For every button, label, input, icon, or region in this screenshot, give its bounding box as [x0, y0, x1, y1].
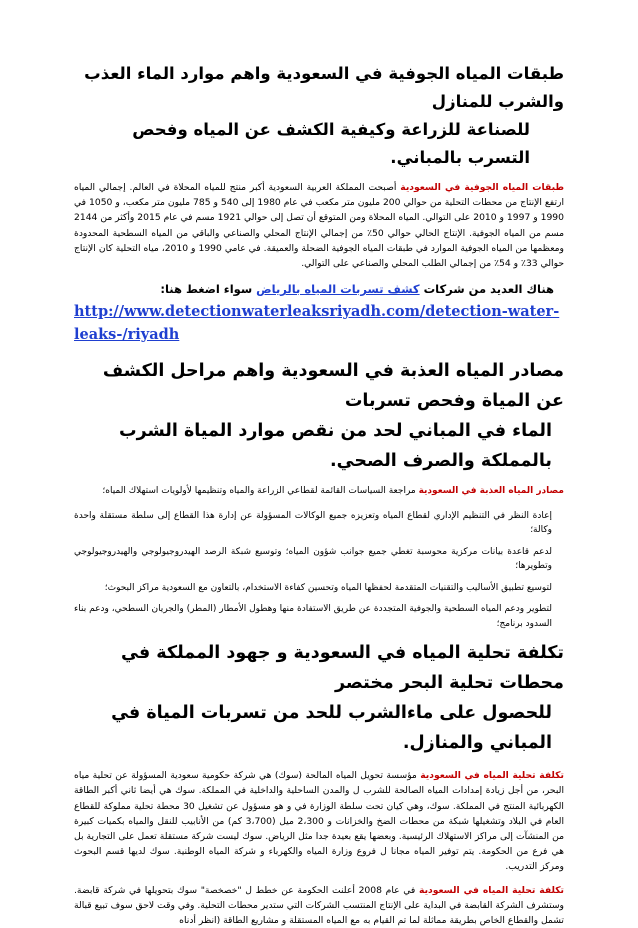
leak-detection-link[interactable]: كشف تسربات المياه بالرياض [256, 282, 420, 297]
url-container [74, 300, 564, 346]
leak-companies-suffix: سواء اضغط هنا: [160, 282, 257, 297]
paragraph-desalination-text: مؤسسة تحويل المياه المالحة (سوك) هي شركة حكومية سعودية المسؤولة عن تحلية مياه البحر، من أجل زيادة إمدادات المياه الصالحة للشرب ل والمدن الساحلية والداخلية في المملكة. سوك هي أيضا ثاني أكبر الطاقة الكهربائية المنتج في المملكة. سوك، وهي كيان تحت سلطة الوزارة في و هو مسؤول عن تشغيل 30 محطة تحلية مملوكة للقطاع العام في البلاد وتشغيلها شبكة من محطات الضخ والخزانات و 2،300 ميل (3،700 كم) من الأنابيب للنقل والمياه بكميات كبيرة من المنشآت إلى مراكز الاستهلاك الرئيسية. وبعضها يقع بعيدة جدا مثل الرياض. سوك ليست شركة مستقلة تعمل على التجارية بل هي فرع من الحكومة. يتم توفير المياه مجانا ل فروع وزارة المياه والكهرباء و شركة المياه الوطنية. سوك لديها قسم البحوث ومركز التدريب. [74, 770, 565, 873]
paragraph-groundwater-lead: طبقات المياه الجوفية في السعودية [400, 182, 564, 193]
paragraph-privatization-text: في عام 2008 أعلنت الحكومة عن خطط ل "خصخصة" سوك بتحويلها في شركة قابضة. وستشرف الشركة القابضة في البداية على الإنتاج المنتسب الشركات التي ستدير محطات التحلية. وفي وقت لاحق سوف تبيع قبالة تشمل والقطاع الخاص بطريقة مماثلة لما تم القيام به مع المياه المستقلة و مشاريع الطاقة (انظر أدناه [74, 884, 564, 927]
paragraph-privatization-lead: تكلفة تحلية المياه في السعودية [419, 884, 564, 896]
paragraph-desalination-lead: تكلفة تحلية المياه في السعودية [420, 770, 564, 782]
list-item: إعادة النظر في التنظيم الإداري لقطاع المياه وتعزيزه جميع الوكالات المسؤولة عن إدارة هذا القطاع إلى سلطة مستقلة واحدة وكالة؛ [74, 510, 552, 536]
title-desalination-line2: للحصول على ماءالشرب للحد من تسربات المياة في المباني والمنازل. [111, 703, 552, 754]
list-item: لتوسيع تطبيق الأساليب والتقنيات المتقدمة لحفظها المياه وتحسين كفاءة الاستخدام، بالتعاون مع السعودية مراكز البحوث؛ [104, 582, 552, 593]
paragraph-groundwater [74, 180, 564, 271]
freshwater-list [74, 484, 564, 631]
title-freshwater-line1: مصادر المياه العذبة في السعودية واهم مراحل الكشف عن المياة وفحص تسربات [102, 361, 564, 412]
list-item: لدعم قاعدة بيانات مركزية محوسبة تغطي جميع جوانب شؤون المياه؛ وتوسيع شبكة الرصد الهيدروجيولوجي والهيدروجيولوجي وتطويرها؛ [74, 546, 552, 572]
leak-companies-line [74, 282, 564, 296]
title-groundwater-line1: طبقات المياه الجوفية في السعودية واهم موارد الماء العذب والشرب للمنازل [84, 64, 564, 111]
paragraph-groundwater-text: أصبحت المملكة العربية السعودية أكبر منتج للمياه المحلاة في العالم. إجمالي المياه ارتفع الإنتاج من محطات التحلية من حوالي 200 مليون متر مكعب في عام 1980 إلى 540 و 785 مليون متر مكعب، و 1050 في 1990 و 1997 و 2010 على التوالي. المياه المحلاة ومن المتوقع أن تصل إلى حوالي 1921 مسم في عام 2015 وأكثر من 2144 مسم من المياه الجوفية. الإنتاج الحالي حوالي 50٪ من إجمالي الإنتاج المحلي والصناعي والباقي من المياه السطحية المحدودة ومعظمها من المياه الجوفية الموارد في طبقات المياه الجوفية الضحلة والعميقة. في عامي 1990 و 2010، مياه التحلية كان الإنتاج حوالي 33٪ و 54٪ من إجمالي الطلب المحلي والصناعي على التوالي. [74, 182, 564, 270]
paragraph-privatization [74, 883, 564, 928]
paragraph-desalination [74, 768, 564, 874]
leak-companies-prefix: هناك العديد من شركات [419, 282, 554, 297]
title-desalination-line1: تكلفة تحلية المياه في السعودية و جهود المملكة في محطات تحلية البحر مختصر [121, 643, 564, 694]
list-item: لتطوير ودعم المياه السطحية والجوفية المتجددة عن طريق الاستفادة منها وهطول الأمطار (المطر) والجريان السطحي، ودعم بناء السدود برنامج؛ [74, 604, 552, 629]
title-groundwater-line2: للصناعة للزراعة وكيفية الكشف عن المياه وفحص التسرب بالمباني. [132, 120, 530, 167]
list-intro-lead: مصادر المياه العذبة في السعودية [418, 486, 564, 497]
list-intro [74, 484, 564, 499]
title-freshwater [74, 356, 564, 476]
title-desalination [74, 638, 564, 758]
title-groundwater [74, 60, 564, 172]
list-intro-text: مراجعة السياسات القائمة لقطاعي الزراعة والمياه وتنظيمها لأولويات استهلاك المياه؛ [102, 486, 419, 497]
title-freshwater-line2: الماء في المباني لحد من نقص موارد المياة الشرب بالمملكة والصرف الصحي. [119, 421, 552, 472]
website-url-link[interactable]: http://www.detectionwaterleaksriyadh.com/detection-water-leaks-/riyadh [74, 303, 560, 344]
